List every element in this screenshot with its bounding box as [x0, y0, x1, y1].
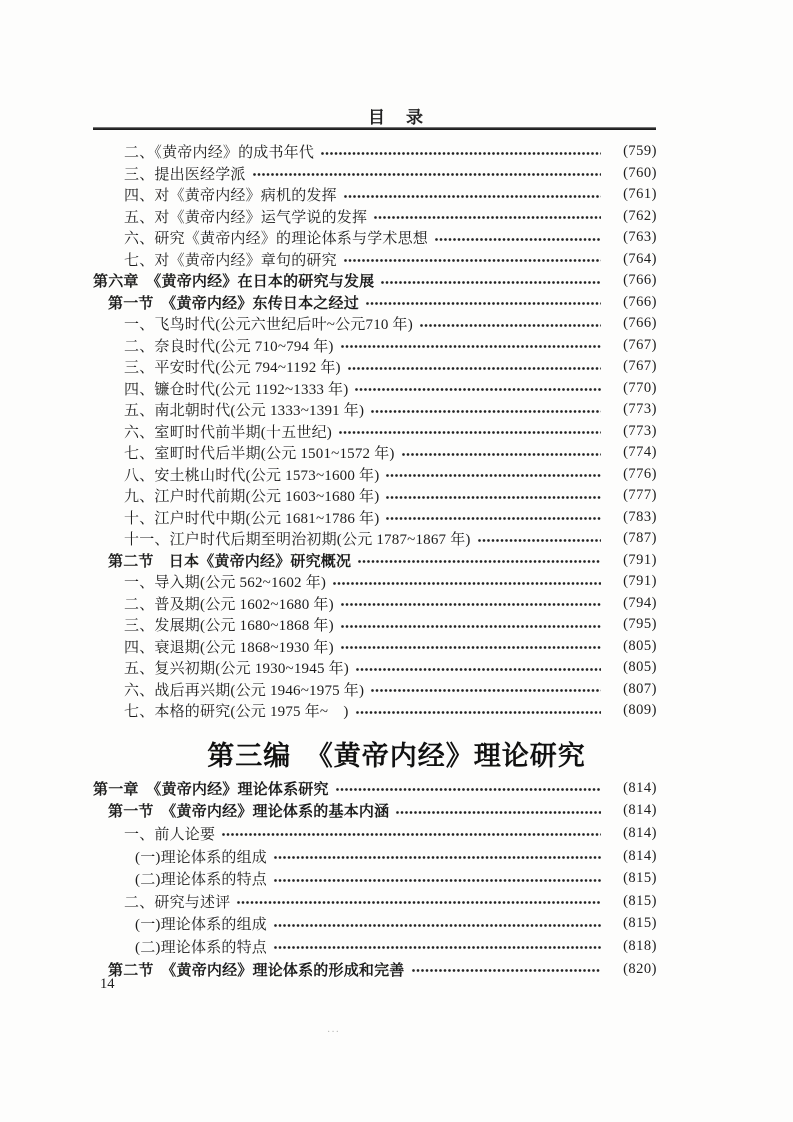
toc-entry-label: 四、衰退期(公元 1868~1930 年) [124, 639, 334, 656]
toc-entry-label: 六、室町时代前半期(十五世纪) [124, 424, 332, 441]
toc-entry-page: (774) [623, 444, 657, 461]
toc-entry [93, 485, 657, 507]
toc-entry-page: (814) [623, 847, 657, 864]
toc-entry-page: (815) [623, 915, 657, 932]
dot-leader [339, 429, 601, 436]
toc-entry-page: (818) [623, 937, 657, 954]
dot-leader [274, 922, 601, 929]
toc-entry-label: 七、室町时代后半期(公元 1501~1572 年) [124, 446, 395, 463]
dot-leader [356, 709, 601, 716]
toc-entry-page: (767) [623, 336, 657, 353]
toc-entry [93, 399, 657, 421]
toc-entry-page: (773) [623, 401, 657, 418]
toc-entry [93, 550, 657, 572]
dot-leader [412, 967, 601, 974]
toc-entry-label: (一)理论体系的组成 [135, 917, 267, 934]
dot-leader [344, 257, 601, 264]
toc-entry [93, 679, 657, 701]
toc-entry-label: 三、平安时代(公元 794~1192 年) [124, 360, 341, 377]
dot-leader [420, 322, 601, 329]
toc-entry-label: 七、本格的研究(公元 1975 年~ ) [124, 704, 349, 721]
toc-entry-label: 十一、江户时代后期至明治初期(公元 1787~1867 年) [124, 532, 471, 549]
toc-entry-label: 三、发展期(公元 1680~1868 年) [124, 618, 334, 635]
toc-entry [93, 528, 657, 550]
toc-entry-label: 二、奈良时代(公元 710~794 年) [124, 338, 334, 355]
dot-leader [478, 537, 601, 544]
dot-leader [435, 236, 601, 243]
toc-entry-page: (759) [623, 143, 657, 160]
toc-entry [93, 184, 657, 206]
toc-entry [93, 227, 657, 249]
toc-entry [93, 822, 657, 845]
toc-entry-label: (二)理论体系的特点 [135, 939, 267, 956]
toc-entry-page: (820) [623, 960, 657, 977]
toc-entry [93, 313, 657, 335]
toc-entry-page: (787) [623, 530, 657, 547]
toc-entry-page: (791) [623, 573, 657, 590]
toc-entry-page: (766) [623, 272, 657, 289]
page-number: 14 [100, 976, 115, 992]
toc-entry-label: 第一章 《黄帝内经》理论体系研究 [93, 781, 329, 798]
toc-entry-page: (807) [623, 680, 657, 697]
toc-entry-label: 四、对《黄帝内经》病机的发挥 [124, 188, 337, 205]
toc-entry-page: (814) [623, 824, 657, 841]
toc-entry-page: (814) [623, 802, 657, 819]
toc-entry-page: (794) [623, 594, 657, 611]
dot-leader [341, 644, 601, 651]
dot-leader [344, 193, 601, 200]
dot-leader [222, 831, 601, 838]
toc-entry-label: 一、飞鸟时代(公元六世纪后叶~公元710 年) [124, 317, 413, 334]
dot-leader [374, 214, 601, 221]
toc-entry [93, 614, 657, 636]
dot-leader [341, 623, 601, 630]
header-rule [93, 127, 656, 130]
toc-entry-page: (760) [623, 164, 657, 181]
toc-entry [93, 270, 657, 292]
toc-list-top [93, 141, 657, 722]
toc-entry-label: 第二节 《黄帝内经》理论体系的形成和完善 [108, 962, 405, 979]
scan-artifact-dots: ··· [327, 1027, 340, 1038]
dot-leader [333, 580, 601, 587]
toc-entry-page: (795) [623, 616, 657, 633]
toc-entry-label: 七、对《黄帝内经》章句的研究 [124, 252, 337, 269]
page-header-title: 目 录 [368, 108, 425, 127]
dot-leader [386, 472, 601, 479]
toc-entry-label: 第六章 《黄帝内经》在日本的研究与发展 [93, 274, 375, 291]
toc-entry [93, 249, 657, 271]
toc-entry-label: 九、江户时代前期(公元 1603~1680 年) [124, 489, 380, 506]
toc-entry-label: 一、前人论要 [124, 826, 216, 843]
toc-entry-label: 三、提出医经学派 [124, 166, 246, 183]
toc-entry [93, 593, 657, 615]
toc-entry-page: (773) [623, 422, 657, 439]
dot-leader [358, 558, 601, 565]
toc-entry [93, 356, 657, 378]
dot-leader [381, 279, 601, 286]
toc-entry [93, 163, 657, 185]
toc-entry [93, 206, 657, 228]
toc-entry-label: 八、安土桃山时代(公元 1573~1600 年) [124, 467, 380, 484]
dot-leader [386, 494, 601, 501]
toc-entry-page: (783) [623, 508, 657, 525]
toc-entry-label: (一)理论体系的组成 [135, 849, 267, 866]
toc-entry-page: (761) [623, 186, 657, 203]
toc-list-bottom [93, 777, 657, 980]
toc-entry-page: (815) [623, 870, 657, 887]
toc-entry [93, 378, 657, 400]
toc-entry [93, 913, 657, 936]
toc-entry [93, 571, 657, 593]
toc-entry-page: (805) [623, 637, 657, 654]
toc-entry [93, 335, 657, 357]
toc-entry-page: (766) [623, 315, 657, 332]
dot-leader [336, 786, 601, 793]
toc-entry [93, 636, 657, 658]
toc-entry [93, 700, 657, 722]
toc-entry [93, 464, 657, 486]
toc-entry [93, 958, 657, 981]
toc-entry-label: 五、复兴初期(公元 1930~1945 年) [124, 661, 350, 678]
toc-entry-label: (二)理论体系的特点 [135, 872, 267, 889]
toc-entry-page: (767) [623, 358, 657, 375]
toc-entry-page: (815) [623, 892, 657, 909]
toc-entry-label: 五、南北朝时代(公元 1333~1391 年) [124, 403, 365, 420]
toc-entry-label: 二、《黄帝内经》的成书年代 [124, 145, 315, 162]
toc-entry-page: (814) [623, 779, 657, 796]
toc-entry-page: (763) [623, 229, 657, 246]
dot-leader [274, 854, 601, 861]
toc-entry-label: 第二节 日本《黄帝内经》研究概况 [108, 553, 352, 570]
toc-entry-label: 五、对《黄帝内经》运气学说的发挥 [124, 209, 368, 226]
toc-entry-page: (805) [623, 659, 657, 676]
toc-entry [93, 141, 657, 163]
dot-leader [348, 365, 601, 372]
toc-entry-page: (777) [623, 487, 657, 504]
dot-leader [386, 515, 601, 522]
toc-entry [93, 657, 657, 679]
toc-entry-label: 二、研究与述评 [124, 894, 231, 911]
dot-leader [366, 300, 601, 307]
toc-entry-label: 一、导入期(公元 562~1602 年) [124, 575, 327, 592]
toc-entry [93, 845, 657, 868]
dot-leader [396, 809, 601, 816]
toc-entry [93, 890, 657, 913]
dot-leader [237, 899, 601, 906]
toc-entry-label: 六、战后再兴期(公元 1946~1975 年) [124, 682, 365, 699]
toc-entry-label: 二、普及期(公元 1602~1680 年) [124, 596, 334, 613]
toc-entry-label: 六、研究《黄帝内经》的理论体系与学术思想 [124, 231, 429, 248]
toc-entry-label: 四、镰仓时代(公元 1192~1333 年) [124, 381, 349, 398]
toc-entry [93, 442, 657, 464]
toc-entry [93, 800, 657, 823]
toc-entry-label: 十、江户时代中期(公元 1681~1786 年) [124, 510, 380, 527]
toc-entry-page: (770) [623, 379, 657, 396]
toc-entry-page: (809) [623, 702, 657, 719]
toc-entry-label: 第一节 《黄帝内经》东传日本之经过 [108, 295, 359, 312]
dot-leader [341, 343, 601, 350]
dot-leader [371, 687, 601, 694]
toc-entry [93, 935, 657, 958]
toc-entry-page: (791) [623, 551, 657, 568]
dot-leader [274, 944, 601, 951]
toc-entry-page: (762) [623, 207, 657, 224]
toc-entry [93, 777, 657, 800]
toc-entry [93, 292, 657, 314]
toc-entry-label: 第一节 《黄帝内经》理论体系的基本内涵 [108, 804, 390, 821]
dot-leader [371, 408, 601, 415]
dot-leader [355, 386, 601, 393]
dot-leader [274, 877, 601, 884]
dot-leader [341, 601, 601, 608]
toc-entry [93, 507, 657, 529]
toc-entry-page: (776) [623, 465, 657, 482]
toc-entry-page: (766) [623, 293, 657, 310]
toc-entry [93, 421, 657, 443]
dot-leader [402, 451, 601, 458]
dot-leader [321, 150, 601, 157]
toc-entry [93, 867, 657, 890]
dot-leader [253, 171, 601, 178]
part-heading: 第三编 《黄帝内经》理论研究 [207, 741, 586, 771]
dot-leader [356, 666, 601, 673]
toc-entry-page: (764) [623, 250, 657, 267]
